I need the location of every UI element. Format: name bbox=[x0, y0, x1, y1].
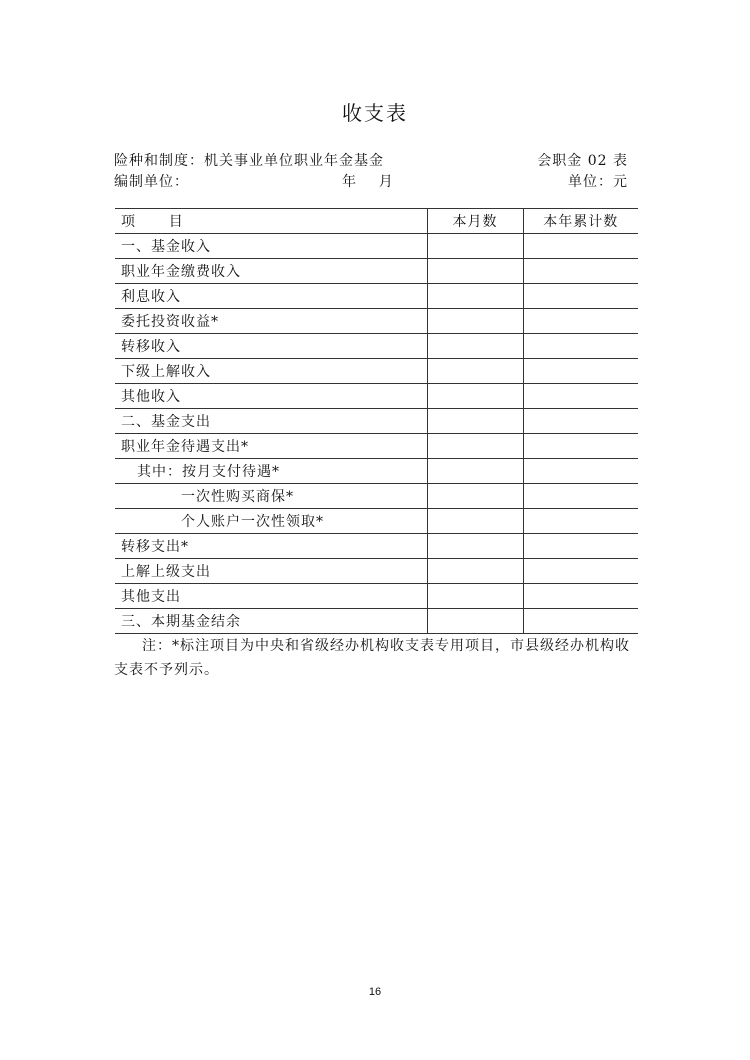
year-to-date-cell bbox=[523, 509, 638, 534]
table-row bbox=[115, 559, 638, 584]
table-row bbox=[115, 359, 638, 384]
table-row bbox=[115, 309, 638, 334]
table-row bbox=[115, 434, 638, 459]
header-row-1 bbox=[114, 150, 628, 170]
page-title: 收支表 bbox=[342, 101, 408, 125]
table-header-row bbox=[115, 209, 638, 234]
table-row bbox=[115, 584, 638, 609]
year-month-label: 年 月 bbox=[342, 174, 394, 190]
row-item-label: 其他收入 bbox=[115, 384, 427, 409]
table-row bbox=[115, 384, 638, 409]
table-row bbox=[115, 284, 638, 309]
row-item-label: 委托投资收益* bbox=[115, 309, 427, 334]
row-item-label: 一次性购买商保* bbox=[115, 484, 427, 509]
page-number: 16 bbox=[368, 986, 382, 998]
year-to-date-cell bbox=[523, 459, 638, 484]
year-to-date-cell bbox=[523, 259, 638, 284]
column-header-this-month: 本月数 bbox=[427, 209, 523, 234]
row-item-label: 二、基金支出 bbox=[115, 409, 427, 434]
compiling-unit-label: 编制单位： bbox=[114, 174, 189, 190]
table-row bbox=[115, 484, 638, 509]
row-item-label: 职业年金待遇支出* bbox=[115, 434, 427, 459]
row-item-label: 利息收入 bbox=[115, 284, 427, 309]
table-row bbox=[115, 459, 638, 484]
unit-label: 单位：元 bbox=[568, 174, 628, 190]
this-month-cell bbox=[427, 384, 523, 409]
this-month-cell bbox=[427, 234, 523, 259]
row-item-label: 上解上级支出 bbox=[115, 559, 427, 584]
footnote: 注：*标注项目为中央和省级经办机构收支表专用项目，市县级经办机构收支表不予列示。 bbox=[114, 638, 630, 678]
table-row bbox=[115, 334, 638, 359]
row-item-label: 转移收入 bbox=[115, 334, 427, 359]
year-to-date-cell bbox=[523, 334, 638, 359]
table-row bbox=[115, 409, 638, 434]
table-row bbox=[115, 509, 638, 534]
table-row bbox=[115, 534, 638, 559]
insurance-system-label: 险种和制度：机关事业单位职业年金基金 bbox=[114, 153, 384, 169]
year-to-date-cell bbox=[523, 284, 638, 309]
year-to-date-cell bbox=[523, 434, 638, 459]
row-item-label: 下级上解收入 bbox=[115, 359, 427, 384]
column-header-year-to-date: 本年累计数 bbox=[523, 209, 638, 234]
year-to-date-cell bbox=[523, 384, 638, 409]
year-to-date-cell bbox=[523, 359, 638, 384]
this-month-cell bbox=[427, 609, 523, 634]
this-month-cell bbox=[427, 434, 523, 459]
this-month-cell bbox=[427, 484, 523, 509]
this-month-cell bbox=[427, 284, 523, 309]
this-month-cell bbox=[427, 309, 523, 334]
year-to-date-cell bbox=[523, 609, 638, 634]
income-expenditure-table bbox=[115, 208, 638, 634]
table-row bbox=[115, 259, 638, 284]
this-month-cell bbox=[427, 509, 523, 534]
this-month-cell bbox=[427, 259, 523, 284]
this-month-cell bbox=[427, 334, 523, 359]
year-to-date-cell bbox=[523, 409, 638, 434]
this-month-cell bbox=[427, 409, 523, 434]
row-item-label: 一、基金收入 bbox=[115, 234, 427, 259]
column-header-item: 项 目 bbox=[115, 209, 427, 234]
table-row bbox=[115, 609, 638, 634]
row-item-label: 职业年金缴费收入 bbox=[115, 259, 427, 284]
this-month-cell bbox=[427, 359, 523, 384]
row-item-label: 其他支出 bbox=[115, 584, 427, 609]
this-month-cell bbox=[427, 584, 523, 609]
table-row bbox=[115, 234, 638, 259]
this-month-cell bbox=[427, 534, 523, 559]
this-month-cell bbox=[427, 459, 523, 484]
row-item-label: 转移支出* bbox=[115, 534, 427, 559]
year-to-date-cell bbox=[523, 559, 638, 584]
row-item-label: 个人账户一次性领取* bbox=[115, 509, 427, 534]
form-code: 会职金 02 表 bbox=[537, 153, 628, 169]
row-item-label: 三、本期基金结余 bbox=[115, 609, 427, 634]
year-to-date-cell bbox=[523, 234, 638, 259]
year-to-date-cell bbox=[523, 309, 638, 334]
header-row-2 bbox=[114, 171, 628, 191]
year-to-date-cell bbox=[523, 584, 638, 609]
year-to-date-cell bbox=[523, 484, 638, 509]
year-to-date-cell bbox=[523, 534, 638, 559]
this-month-cell bbox=[427, 559, 523, 584]
row-item-label: 其中：按月支付待遇* bbox=[115, 459, 427, 484]
